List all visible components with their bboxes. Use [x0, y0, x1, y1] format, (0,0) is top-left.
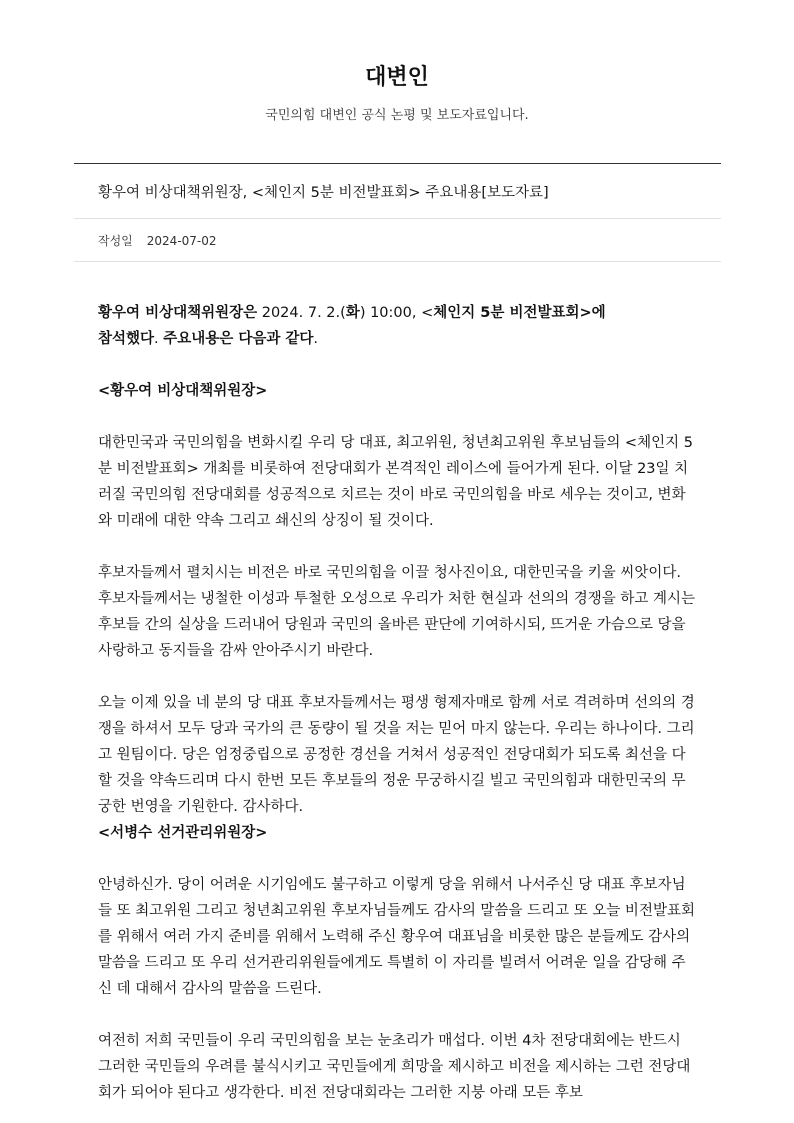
- lead-time: ) 10:00, <: [359, 305, 434, 321]
- paragraph-5: 여전히 저희 국민들이 우리 국민의힘을 보는 눈초리가 매섭다. 이번 4차 전당대회에는 반드시 그러한 국민들의 우려를 불식시키고 국민들에게 희망을 제시하고 비전을 제시하는 그런 전당대회가 되어야 된다고 생각한다. 비전 전당대회라는 그러한 지붕 아래 모든 후보: [98, 1033, 691, 1101]
- divider-top: [74, 163, 721, 164]
- lead-period: .: [154, 331, 164, 347]
- lead-summary: 주요내용은 다음과 같다: [163, 331, 314, 347]
- lead-event-name: 체인지 5분 비전발표회: [433, 305, 580, 321]
- paragraph-4: 안녕하신가. 당이 어려운 시기임에도 불구하고 이렇게 당을 위해서 나서주신 당 대표 후보자님들 또 최고위원 그리고 청년최고위원 후보자님들께도 감사의 말씀을 드리고 또 오늘 비전발표회를 위해서 여러 가지 준비를 위해서 노력해 주신 황우여 대표님을 비롯한 많은 분들께도 감사의 말씀을 드리고 또 우리 선거관리위원들에게도 특별히 이 자리를 빌려서 어려운 일을 감당해 주신 데 대해서 감사의 말씀을 드린다.: [98, 877, 695, 997]
- post-date: 2024-07-02: [146, 234, 217, 248]
- section-heading-chair: <황우여 비상대책위원장>: [98, 383, 268, 399]
- site-title: 대변인: [365, 65, 429, 90]
- lead-attended: 참석했다: [98, 331, 155, 347]
- post-title: 황우여 비상대책위원장, <체인지 5분 비전발표회> 주요내용[보도자료]: [98, 185, 549, 201]
- lead-end: .: [313, 331, 319, 347]
- lead-weekday: 화: [345, 305, 360, 321]
- paragraph-1: 대한민국과 국민의힘을 변화시킬 우리 당 대표, 최고위원, 청년최고위원 후보님들의 <체인지 5분 비전발표회> 개최를 비롯하여 전당대회가 본격적인 레이스에 들어가게 된다. 이달 23일 치러질 국민의힘 전당대회를 성공적으로 치르는 것이 바로 국민의힘을 바로 세우는 것이고, 변화와 미래에 대한 약속 그리고 쇄신의 상징이 될 것이다.: [98, 435, 693, 529]
- article-body: [98, 300, 698, 1106]
- site-subtitle: 국민의힘 대변인 공식 논평 및 보도자료입니다.: [265, 108, 529, 123]
- post-meta: [98, 232, 217, 249]
- date-label: 작성일: [98, 234, 133, 248]
- paragraph-3: 오늘 이제 있을 네 분의 당 대표 후보자들께서는 평생 형제자매로 함께 서로 격려하며 선의의 경쟁을 하셔서 모두 당과 국가의 큰 동량이 될 것을 저는 믿어 마지 않는다. 우리는 하나이다. 그리고 원팀이다. 당은 엄정중립으로 공정한 경선을 거쳐서 성공적인 전당대회가 되도록 최선을 다할 것을 약속드리며 다시 한번 모든 후보들의 정운 무궁하시길 빌고 국민의힘과 대한민국의 무궁한 번영을 기원한다. 감사하다.: [98, 695, 695, 815]
- divider-mid: [74, 218, 721, 219]
- lead-date-open: 2024. 7. 2.(: [257, 305, 346, 321]
- paragraph-2: 후보자들께서 펼치시는 비전은 바로 국민의힘을 이끌 청사진이요, 대한민국을 키울 씨앗이다. 후보자들께서는 냉철한 이성과 투철한 오성으로 우리가 처한 현실과 선의의 경쟁을 하고 계시는 후보들 간의 실상을 드러내어 당원과 국민의 올바른 판단에 기여하시되, 뜨거운 가슴으로 당을 사랑하고 동지들을 감싸 안아주시기 바란다.: [98, 565, 695, 659]
- lead-event-close: >에: [579, 305, 606, 321]
- divider-bottom: [74, 261, 721, 262]
- section-heading-election: <서병수 선거관리위원장>: [98, 825, 268, 841]
- lead-subject: 황우여 비상대책위원장은: [98, 305, 258, 321]
- lead-paragraph: [98, 300, 698, 352]
